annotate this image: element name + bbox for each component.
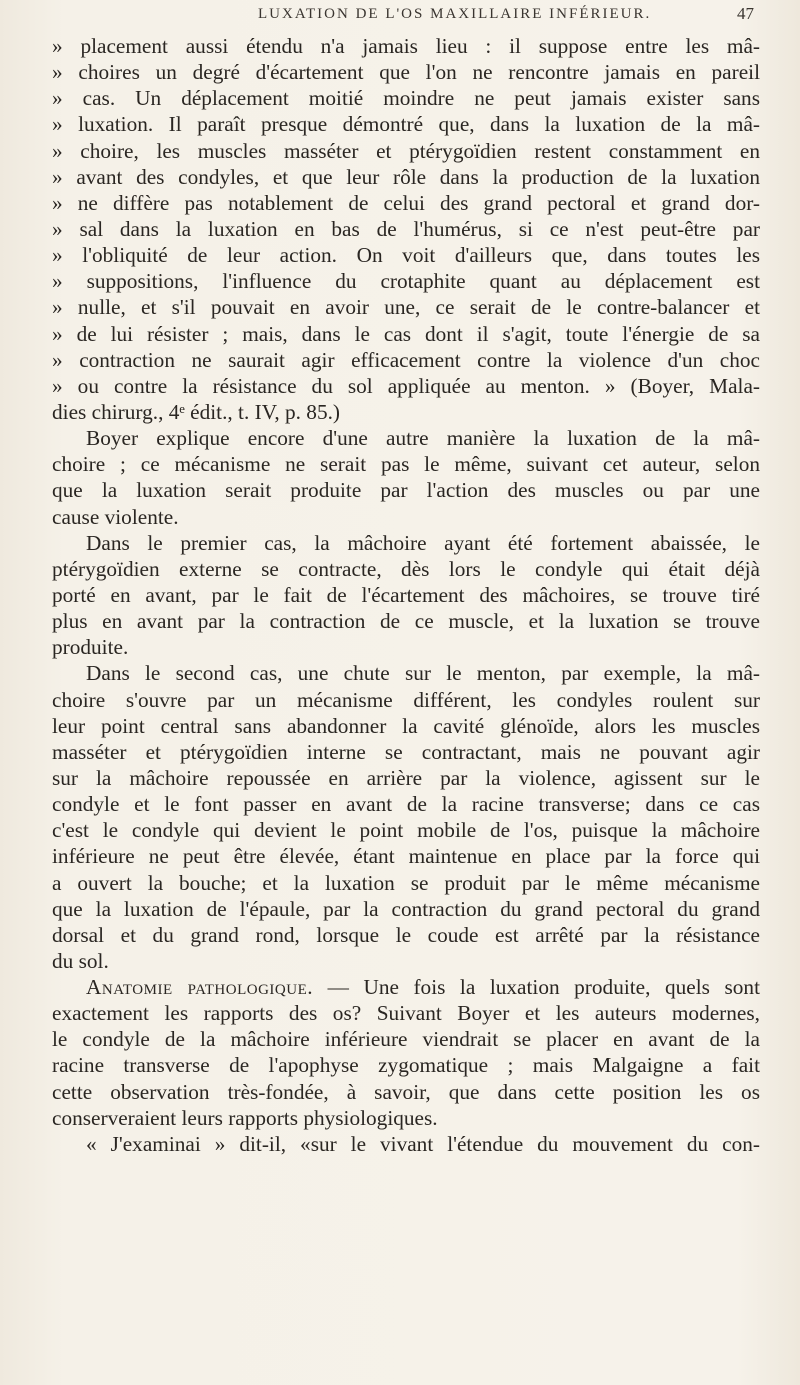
- text-line: » avant des condyles, et que leur rôle dans la production de la luxation: [52, 164, 760, 190]
- text-line: » cas. Un déplacement moitié moindre ne peut jamais exister sans: [52, 85, 760, 111]
- text-line: » suppositions, l'influence du crotaphite quant au déplacement est: [52, 268, 760, 294]
- text-line: » luxation. Il paraît presque démontré que, dans la luxation de la mâ-: [52, 111, 760, 137]
- text-line: » placement aussi étendu n'a jamais lieu : il suppose entre les mâ-: [52, 33, 760, 59]
- text-line: » ou contre la résistance du sol appliquée au menton. » (Boyer, Mala-: [52, 373, 760, 399]
- text-line: exactement les rapports des os? Suivant Boyer et les auteurs modernes,: [52, 1001, 760, 1026]
- text-line: » nulle, et s'il pouvait en avoir une, ce serait de le contre-balancer et: [52, 294, 760, 320]
- text-line: produite.: [52, 635, 129, 660]
- text-line: dorsal et du grand rond, lorsque le coude est arrêté par la résistance: [52, 922, 760, 947]
- section-heading: Anatomie pathologique.: [86, 975, 314, 1000]
- text-line: cette observation très-fondée, à savoir, que dans cette position les os: [52, 1079, 760, 1104]
- running-head: LUXATION DE L'OS MAXILLAIRE INFÉRIEUR.: [258, 6, 652, 22]
- text-line: c'est le condyle qui devient le point mobile de l'os, puisque la mâchoire: [52, 818, 760, 843]
- text-line: racine transverse de l'apophyse zygomatique ; mais Malgaigne a fait: [52, 1053, 760, 1078]
- text-line: dies chirurg., 4ᵉ édit., t. IV, p. 85.): [52, 399, 341, 424]
- text-line: Boyer explique encore d'une autre manière la luxation de la mâ-: [86, 426, 760, 451]
- text-line: du sol.: [52, 948, 109, 973]
- text-line: » choire, les muscles masséter et ptérygoïdien restent constamment en: [52, 138, 760, 164]
- text-line: Dans le second cas, une chute sur le menton, par exemple, la mâ-: [86, 661, 760, 686]
- text-line: « J'examinai » dit-il, «sur le vivant l'étendue du mouvement du con-: [86, 1131, 760, 1156]
- text-line: que la luxation de l'épaule, par la contraction du grand pectoral du grand: [52, 896, 760, 921]
- text-line: condyle et le font passer en avant de la racine transverse; dans ce cas: [52, 792, 760, 817]
- text-line: choire s'ouvre par un mécanisme différent, les condyles roulent sur: [52, 687, 760, 712]
- text-line: » choires un degré d'écartement que l'on ne rencontre jamais en pareil: [52, 59, 760, 85]
- text-line: leur point central sans abandonner la cavité glénoïde, alors les muscles: [52, 713, 760, 738]
- text-line: inférieure ne peut être élevée, étant maintenue en place par la force qui: [52, 844, 760, 869]
- text-line: masséter et ptérygoïdien interne se contractant, mais ne pouvant agir: [52, 739, 760, 764]
- text-line: » contraction ne saurait agir efficacement contre la violence d'un choc: [52, 347, 760, 373]
- text-line: Anatomie pathologique. — Une fois la luxation produite, quels sont: [86, 975, 760, 1000]
- text-line: ptérygoïdien externe se contracte, dès lors le condyle qui était déjà: [52, 556, 760, 581]
- text-line: que la luxation serait produite par l'action des muscles ou par une: [52, 478, 760, 503]
- text-line: porté en avant, par le fait de l'écartement des mâchoires, se trouve tiré: [52, 582, 760, 607]
- text-line: » de lui résister ; mais, dans le cas dont il s'agit, toute l'énergie de sa: [52, 321, 760, 347]
- text-line: » ne diffère pas notablement de celui des grand pectoral et grand dor-: [52, 190, 760, 216]
- text-line: » sal dans la luxation en bas de l'humérus, si ce n'est peut-être par: [52, 216, 760, 242]
- text-line: choire ; ce mécanisme ne serait pas le même, suivant cet auteur, selon: [52, 452, 760, 477]
- text-line: sur la mâchoire repoussée en arrière par la violence, agissent sur le: [52, 765, 760, 790]
- text-line: Dans le premier cas, la mâchoire ayant été fortement abaissée, le: [86, 530, 760, 555]
- text-line: plus en avant par la contraction de ce muscle, et la luxation se trouve: [52, 609, 760, 634]
- text-line: conserveraient leurs rapports physiologiques.: [52, 1105, 438, 1130]
- text-line: cause violente.: [52, 504, 179, 529]
- text-line: a ouvert la bouche; et la luxation se produit par le même mécanisme: [52, 870, 760, 895]
- text-line: » l'obliquité de leur action. On voit d'ailleurs que, dans toutes les: [52, 242, 760, 268]
- text-line: le condyle de la mâchoire inférieure viendrait se placer en avant de la: [52, 1027, 760, 1052]
- body-text: [52, 33, 760, 1157]
- page-number: 47: [737, 4, 754, 23]
